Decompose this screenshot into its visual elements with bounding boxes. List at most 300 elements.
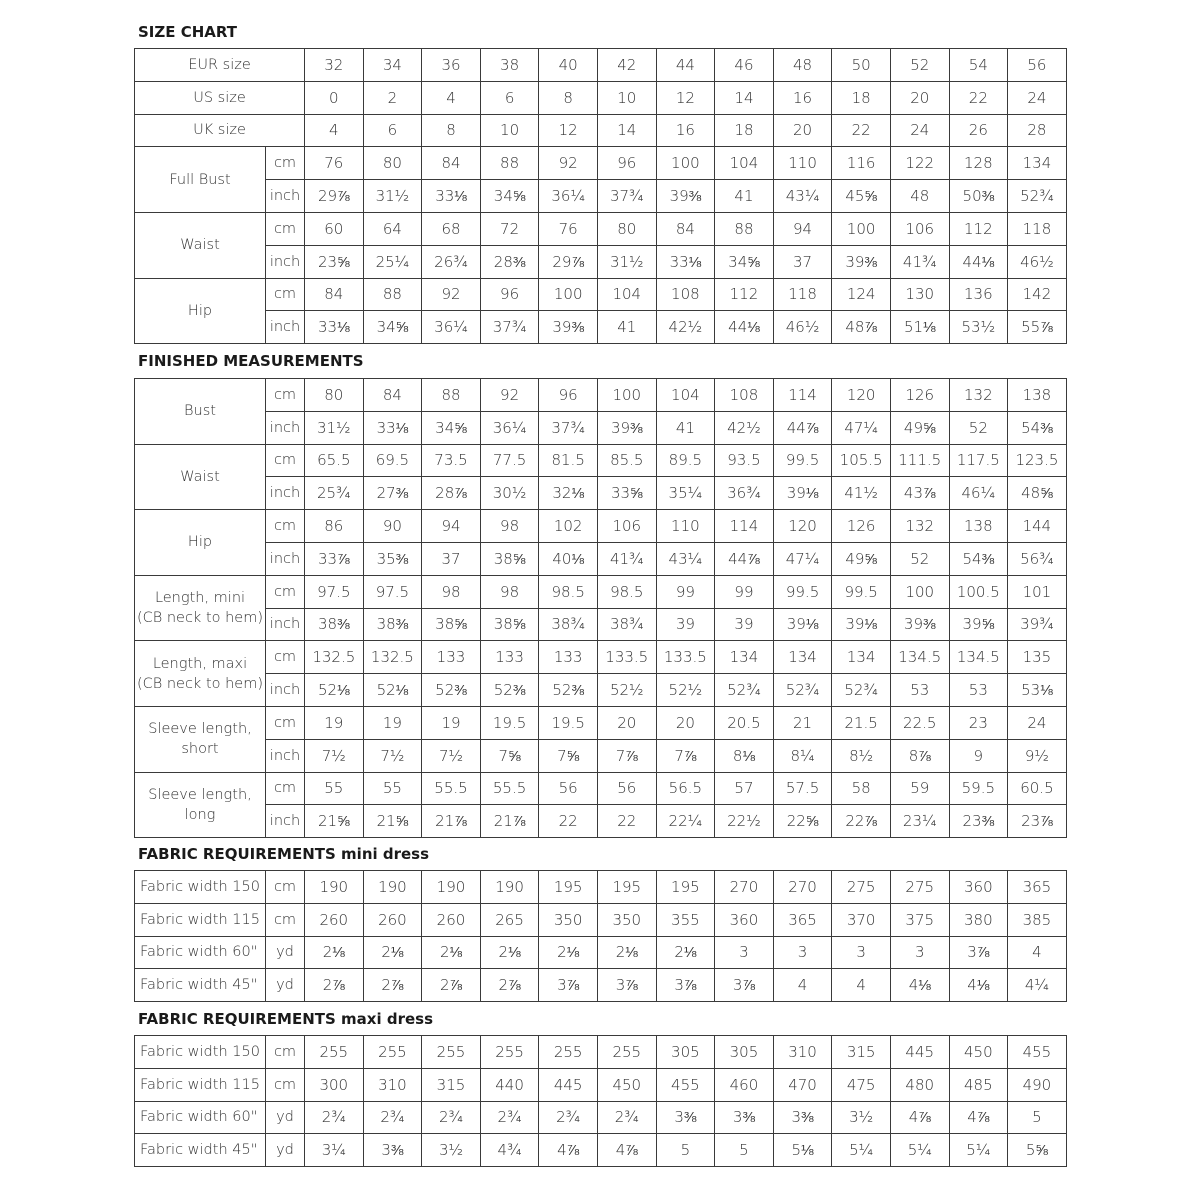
- table-cell: 20: [773, 114, 832, 147]
- table-cell: 99.5: [832, 575, 891, 608]
- table-cell: 108: [715, 379, 774, 412]
- table-cell: 21: [773, 706, 832, 739]
- table-cell: 2¾: [305, 1101, 364, 1134]
- table-cell: 88: [480, 147, 539, 180]
- row-label: EUR size: [135, 49, 305, 82]
- table-cell: 19: [363, 706, 422, 739]
- table-cell: 36¼: [539, 180, 598, 213]
- table-cell: 39⅜: [656, 180, 715, 213]
- table-cell: 2¾: [422, 1101, 481, 1134]
- table-cell: 99.5: [773, 575, 832, 608]
- table-cell: 5: [1008, 1101, 1067, 1134]
- unit-label: yd: [266, 936, 305, 969]
- unit-label: inch: [266, 411, 305, 444]
- unit-label: inch: [266, 180, 305, 213]
- table-cell: 56: [597, 772, 656, 805]
- table-cell: 96: [539, 379, 598, 412]
- table-cell: 53⅛: [1008, 674, 1067, 707]
- table-cell: 88: [422, 379, 481, 412]
- table-cell: 19: [422, 706, 481, 739]
- table-cell: 126: [832, 510, 891, 543]
- measurement-label: Length, maxi (CB neck to hem): [135, 641, 266, 707]
- table-cell: 76: [539, 212, 598, 245]
- measurement-label: Length, mini (CB neck to hem): [135, 575, 266, 641]
- table-cell: 31½: [305, 411, 364, 444]
- table-cell: 23⅜: [949, 805, 1008, 838]
- table-cell: 16: [656, 114, 715, 147]
- table-cell: 56.5: [656, 772, 715, 805]
- table-cell: 24: [1008, 706, 1067, 739]
- unit-label: inch: [266, 608, 305, 641]
- table-cell: 50: [832, 49, 891, 82]
- table-cell: 59: [890, 772, 949, 805]
- table-cell: 52½: [656, 674, 715, 707]
- measurement-label: Hip: [135, 278, 266, 344]
- table-cell: 84: [363, 379, 422, 412]
- table-cell: 35⅜: [363, 542, 422, 575]
- fabric-width-label: Fabric width 150: [135, 1036, 266, 1069]
- table-cell: 5: [656, 1134, 715, 1167]
- table-cell: 52⅜: [539, 674, 598, 707]
- table-cell: 18: [715, 114, 774, 147]
- table-cell: 5¼: [890, 1134, 949, 1167]
- measurement-label: Sleeve length, short: [135, 706, 266, 772]
- table-cell: 126: [890, 379, 949, 412]
- table-row: [135, 1101, 1067, 1134]
- table-cell: 4⅛: [890, 969, 949, 1002]
- table-cell: 36¾: [715, 477, 774, 510]
- table-cell: 2⅛: [363, 936, 422, 969]
- table-cell: 49⅝: [890, 411, 949, 444]
- table-cell: 33⅛: [656, 245, 715, 278]
- table-cell: 260: [363, 903, 422, 936]
- table-cell: 39⅝: [949, 608, 1008, 641]
- table-cell: 360: [949, 871, 1008, 904]
- table-cell: 22: [949, 81, 1008, 114]
- table-cell: 4⅞: [597, 1134, 656, 1167]
- table-cell: 37: [773, 245, 832, 278]
- table-cell: 52: [890, 542, 949, 575]
- table-cell: 52⅛: [363, 674, 422, 707]
- table-cell: 460: [715, 1068, 774, 1101]
- table-cell: 56: [1008, 49, 1067, 82]
- table-cell: 100.5: [949, 575, 1008, 608]
- unit-label: cm: [266, 871, 305, 904]
- table-cell: 100: [832, 212, 891, 245]
- table-cell: 57: [715, 772, 774, 805]
- table-cell: 44⅛: [715, 311, 774, 344]
- table-row: [135, 278, 1067, 311]
- table-cell: 120: [773, 510, 832, 543]
- unit-label: inch: [266, 311, 305, 344]
- table-cell: 365: [773, 903, 832, 936]
- table-cell: 60.5: [1008, 772, 1067, 805]
- table-cell: 46: [715, 49, 774, 82]
- table-cell: 385: [1008, 903, 1067, 936]
- table-cell: 132: [890, 510, 949, 543]
- unit-label: cm: [266, 641, 305, 674]
- table-row: [135, 739, 1067, 772]
- table-cell: 58: [832, 772, 891, 805]
- table-cell: 111.5: [890, 444, 949, 477]
- table-cell: 380: [949, 903, 1008, 936]
- table-cell: 16: [773, 81, 832, 114]
- table-row: [135, 510, 1067, 543]
- table-row: [135, 411, 1067, 444]
- table-cell: 21⅞: [422, 805, 481, 838]
- table-cell: 2⅛: [480, 936, 539, 969]
- table-cell: 40⅛: [539, 542, 598, 575]
- table-cell: 26: [949, 114, 1008, 147]
- table-cell: 255: [363, 1036, 422, 1069]
- table-cell: 55.5: [422, 772, 481, 805]
- unit-label: cm: [266, 772, 305, 805]
- table-cell: 255: [597, 1036, 656, 1069]
- table-cell: 84: [422, 147, 481, 180]
- table-cell: 43⅞: [890, 477, 949, 510]
- table-cell: 22: [539, 805, 598, 838]
- table-cell: 2¾: [539, 1101, 598, 1134]
- table-cell: 10: [480, 114, 539, 147]
- table-cell: 7½: [363, 739, 422, 772]
- table-cell: 96: [480, 278, 539, 311]
- table-cell: 53½: [949, 311, 1008, 344]
- size-chart-title: SIZE CHART: [138, 23, 238, 41]
- table-cell: 3⅞: [715, 969, 774, 1002]
- table-cell: 275: [832, 871, 891, 904]
- table-cell: 100: [656, 147, 715, 180]
- table-cell: 64: [363, 212, 422, 245]
- unit-label: cm: [266, 278, 305, 311]
- table-cell: 8⅞: [890, 739, 949, 772]
- table-row: [135, 444, 1067, 477]
- table-cell: 144: [1008, 510, 1067, 543]
- table-cell: 104: [715, 147, 774, 180]
- fabric-width-label: Fabric width 45": [135, 969, 266, 1002]
- table-row: [135, 674, 1067, 707]
- table-cell: 310: [363, 1068, 422, 1101]
- table-cell: 23⅞: [1008, 805, 1067, 838]
- measurement-label: Hip: [135, 510, 266, 576]
- table-cell: 48⅞: [832, 311, 891, 344]
- table-cell: 39⅜: [539, 311, 598, 344]
- table-cell: 4⅛: [949, 969, 1008, 1002]
- table-cell: 2⅛: [597, 936, 656, 969]
- table-row: [135, 706, 1067, 739]
- table-cell: 52¾: [773, 674, 832, 707]
- table-cell: 2⅞: [305, 969, 364, 1002]
- table-cell: 29⅞: [539, 245, 598, 278]
- table-cell: 28⅞: [422, 477, 481, 510]
- table-cell: 315: [422, 1068, 481, 1101]
- table-cell: 24: [1008, 81, 1067, 114]
- table-cell: 23¼: [890, 805, 949, 838]
- table-cell: 42½: [715, 411, 774, 444]
- unit-label: cm: [266, 1036, 305, 1069]
- unit-label: cm: [266, 1068, 305, 1101]
- table-cell: 475: [832, 1068, 891, 1101]
- table-cell: 114: [715, 510, 774, 543]
- table-cell: 97.5: [363, 575, 422, 608]
- table-cell: 92: [539, 147, 598, 180]
- table-cell: 270: [773, 871, 832, 904]
- table-cell: 133: [539, 641, 598, 674]
- table-cell: 54⅜: [949, 542, 1008, 575]
- table-cell: 93.5: [715, 444, 774, 477]
- table-cell: 132.5: [305, 641, 364, 674]
- unit-label: yd: [266, 969, 305, 1002]
- table-cell: 26¾: [422, 245, 481, 278]
- table-row: [135, 936, 1067, 969]
- table-cell: 12: [656, 81, 715, 114]
- table-cell: 130: [890, 278, 949, 311]
- table-cell: 72: [480, 212, 539, 245]
- table-cell: 52⅜: [480, 674, 539, 707]
- table-cell: 3⅞: [949, 936, 1008, 969]
- table-cell: 55.5: [480, 772, 539, 805]
- table-cell: 134: [832, 641, 891, 674]
- table-cell: 57.5: [773, 772, 832, 805]
- table-row: [135, 245, 1067, 278]
- table-cell: 84: [656, 212, 715, 245]
- fabric-maxi-title: FABRIC REQUIREMENTS maxi dress: [138, 1010, 434, 1028]
- table-cell: 52: [890, 49, 949, 82]
- table-cell: 36¼: [480, 411, 539, 444]
- table-cell: 480: [890, 1068, 949, 1101]
- table-cell: 28⅜: [480, 245, 539, 278]
- table-cell: 37¾: [539, 411, 598, 444]
- table-cell: 138: [1008, 379, 1067, 412]
- table-cell: 106: [890, 212, 949, 245]
- table-cell: 39⅛: [773, 608, 832, 641]
- table-cell: 38: [480, 49, 539, 82]
- table-cell: 117.5: [949, 444, 1008, 477]
- table-cell: 3: [715, 936, 774, 969]
- table-row: [135, 608, 1067, 641]
- table-cell: 190: [363, 871, 422, 904]
- table-cell: 445: [890, 1036, 949, 1069]
- table-cell: 102: [539, 510, 598, 543]
- table-cell: 47¼: [773, 542, 832, 575]
- table-cell: 46½: [1008, 245, 1067, 278]
- table-cell: 450: [597, 1068, 656, 1101]
- unit-label: yd: [266, 1134, 305, 1167]
- measurement-label: Bust: [135, 379, 266, 445]
- table-cell: 38⅜: [305, 608, 364, 641]
- table-cell: 55: [305, 772, 364, 805]
- table-cell: 10: [597, 81, 656, 114]
- table-cell: 98: [480, 575, 539, 608]
- table-cell: 97.5: [305, 575, 364, 608]
- table-cell: 76: [305, 147, 364, 180]
- table-cell: 2⅛: [305, 936, 364, 969]
- table-cell: 2¾: [597, 1101, 656, 1134]
- fabric-mini-title: FABRIC REQUIREMENTS mini dress: [138, 845, 430, 863]
- table-cell: 51⅛: [890, 311, 949, 344]
- table-cell: 34⅝: [422, 411, 481, 444]
- table-cell: 68: [422, 212, 481, 245]
- table-cell: 5¼: [832, 1134, 891, 1167]
- table-cell: 300: [305, 1068, 364, 1101]
- table-cell: 22: [597, 805, 656, 838]
- table-row: [135, 575, 1067, 608]
- table-cell: 32: [305, 49, 364, 82]
- table-cell: 21⅝: [305, 805, 364, 838]
- table-cell: 132: [949, 379, 1008, 412]
- table-cell: 44⅞: [715, 542, 774, 575]
- table-cell: 265: [480, 903, 539, 936]
- fabric-mini-table: [134, 870, 1067, 1002]
- unit-label: cm: [266, 444, 305, 477]
- table-cell: 44⅛: [949, 245, 1008, 278]
- table-cell: 7⅝: [480, 739, 539, 772]
- table-cell: 3: [832, 936, 891, 969]
- table-cell: 25¼: [363, 245, 422, 278]
- table-cell: 4: [1008, 936, 1067, 969]
- table-cell: 44: [656, 49, 715, 82]
- table-cell: 59.5: [949, 772, 1008, 805]
- table-cell: 7⅞: [656, 739, 715, 772]
- table-cell: 47¼: [832, 411, 891, 444]
- table-cell: 50⅜: [949, 180, 1008, 213]
- table-cell: 31½: [363, 180, 422, 213]
- table-cell: 80: [597, 212, 656, 245]
- table-cell: 34⅝: [363, 311, 422, 344]
- table-cell: 99.5: [773, 444, 832, 477]
- table-cell: 3⅜: [715, 1101, 774, 1134]
- table-cell: 4: [773, 969, 832, 1002]
- table-cell: 20: [656, 706, 715, 739]
- table-cell: 100: [890, 575, 949, 608]
- table-cell: 89.5: [656, 444, 715, 477]
- table-cell: 43¼: [773, 180, 832, 213]
- table-cell: 21⅝: [363, 805, 422, 838]
- table-cell: 255: [305, 1036, 364, 1069]
- table-row: [135, 641, 1067, 674]
- table-cell: 101: [1008, 575, 1067, 608]
- table-cell: 3¼: [305, 1134, 364, 1167]
- table-cell: 42: [597, 49, 656, 82]
- unit-label: yd: [266, 1101, 305, 1134]
- table-cell: 52: [949, 411, 1008, 444]
- table-row: [135, 81, 1067, 114]
- table-cell: 4⅞: [539, 1134, 598, 1167]
- table-cell: 39⅛: [832, 608, 891, 641]
- table-row: [135, 542, 1067, 575]
- table-cell: 120: [832, 379, 891, 412]
- table-cell: 98: [480, 510, 539, 543]
- unit-label: cm: [266, 706, 305, 739]
- unit-label: cm: [266, 147, 305, 180]
- table-cell: 450: [949, 1036, 1008, 1069]
- table-cell: 375: [890, 903, 949, 936]
- table-cell: 4: [832, 969, 891, 1002]
- table-cell: 55: [363, 772, 422, 805]
- measurement-label: Waist: [135, 212, 266, 278]
- table-cell: 190: [422, 871, 481, 904]
- table-cell: 455: [1008, 1036, 1067, 1069]
- table-cell: 135: [1008, 641, 1067, 674]
- table-cell: 27⅜: [363, 477, 422, 510]
- table-row: [135, 49, 1067, 82]
- table-cell: 255: [422, 1036, 481, 1069]
- table-cell: 195: [597, 871, 656, 904]
- table-cell: 3⅜: [656, 1101, 715, 1134]
- table-cell: 4: [305, 114, 364, 147]
- table-cell: 88: [363, 278, 422, 311]
- table-cell: 53: [949, 674, 1008, 707]
- table-cell: 41¾: [597, 542, 656, 575]
- table-cell: 46½: [773, 311, 832, 344]
- table-cell: 65.5: [305, 444, 364, 477]
- measurement-label: Sleeve length, long: [135, 772, 266, 838]
- table-cell: 41: [715, 180, 774, 213]
- table-cell: 34: [363, 49, 422, 82]
- table-cell: 2⅛: [656, 936, 715, 969]
- table-cell: 4¼: [1008, 969, 1067, 1002]
- table-cell: 53: [890, 674, 949, 707]
- measurement-label: Waist: [135, 444, 266, 510]
- table-cell: 88: [715, 212, 774, 245]
- table-cell: 42½: [656, 311, 715, 344]
- table-cell: 60: [305, 212, 364, 245]
- table-cell: 39⅜: [832, 245, 891, 278]
- table-row: [135, 180, 1067, 213]
- table-cell: 142: [1008, 278, 1067, 311]
- table-row: [135, 871, 1067, 904]
- table-cell: 22.5: [890, 706, 949, 739]
- table-cell: 98: [422, 575, 481, 608]
- table-cell: 104: [656, 379, 715, 412]
- table-cell: 2¾: [363, 1101, 422, 1134]
- table-cell: 470: [773, 1068, 832, 1101]
- table-cell: 80: [305, 379, 364, 412]
- table-cell: 25¾: [305, 477, 364, 510]
- size-chart-table: [134, 48, 1067, 344]
- table-cell: 190: [480, 871, 539, 904]
- table-cell: 445: [539, 1068, 598, 1101]
- table-cell: 32⅛: [539, 477, 598, 510]
- unit-label: cm: [266, 510, 305, 543]
- table-row: [135, 379, 1067, 412]
- table-cell: 37¾: [480, 311, 539, 344]
- table-cell: 0: [305, 81, 364, 114]
- table-cell: 46¼: [949, 477, 1008, 510]
- table-cell: 55⅞: [1008, 311, 1067, 344]
- table-cell: 9½: [1008, 739, 1067, 772]
- table-cell: 22⅞: [832, 805, 891, 838]
- table-cell: 2: [363, 81, 422, 114]
- table-cell: 29⅞: [305, 180, 364, 213]
- table-cell: 19: [305, 706, 364, 739]
- table-cell: 106: [597, 510, 656, 543]
- table-cell: 22: [832, 114, 891, 147]
- table-cell: 7⅞: [597, 739, 656, 772]
- table-cell: 2⅛: [422, 936, 481, 969]
- table-cell: 18: [832, 81, 891, 114]
- table-cell: 34⅝: [480, 180, 539, 213]
- table-cell: 38¾: [597, 608, 656, 641]
- table-cell: 98.5: [597, 575, 656, 608]
- table-cell: 84: [305, 278, 364, 311]
- table-cell: 90: [363, 510, 422, 543]
- table-cell: 110: [656, 510, 715, 543]
- table-cell: 305: [656, 1036, 715, 1069]
- table-cell: 138: [949, 510, 1008, 543]
- table-cell: 28: [1008, 114, 1067, 147]
- table-cell: 21.5: [832, 706, 891, 739]
- table-row: [135, 805, 1067, 838]
